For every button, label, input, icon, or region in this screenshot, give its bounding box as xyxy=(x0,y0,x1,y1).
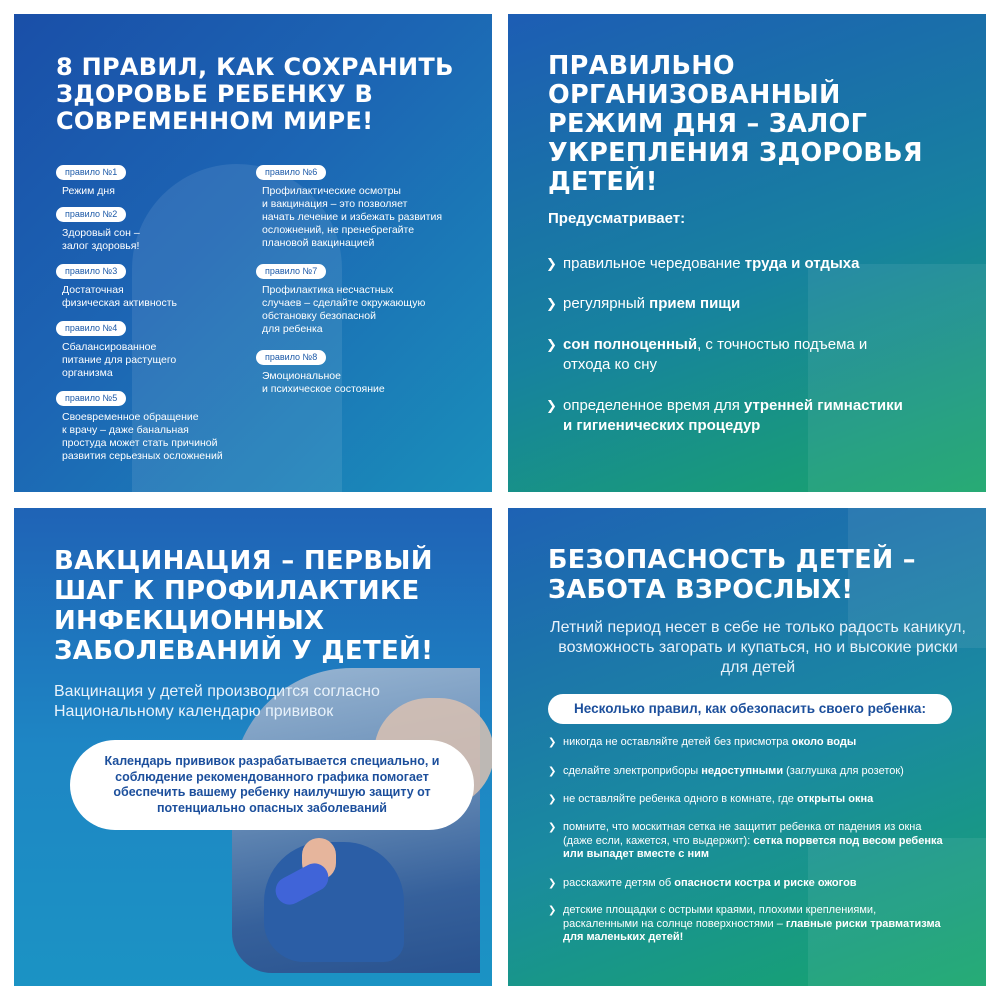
chevron-right-icon: ❯ xyxy=(548,794,557,805)
item-text-bold: недоступными xyxy=(701,765,784,777)
chevron-right-icon: ❯ xyxy=(548,737,557,748)
rule-badge: правило №2 xyxy=(56,207,126,222)
rule-text: Эмоциональное и психическое состояние xyxy=(262,370,385,395)
rule-badge: правило №3 xyxy=(56,264,126,279)
safety-rules-pill: Несколько правил, как обезопасить своего ребенка: xyxy=(548,694,952,724)
panel2-subhead: Предусматривает: xyxy=(548,210,686,227)
item-text-bold: труда и отдыха xyxy=(744,255,860,272)
item-text: помните, что москитная сетка не защитит ребенка от падения из окна (даже если, кажется, что выдержит): xyxy=(563,821,922,847)
item-text: регулярный xyxy=(563,295,650,312)
item-text: (заглушка для розеток) xyxy=(783,765,904,777)
panel1-title: 8 ПРАВИЛ, КАК СОХРАНИТЬ ЗДОРОВЬЕ РЕБЕНКУ В СОВРЕМЕННОМ МИРЕ! xyxy=(56,53,454,135)
item-text: , с точностью подъема и отхода ко сну xyxy=(563,336,868,373)
rule-8 xyxy=(256,347,385,396)
chevron-right-icon: ❯ xyxy=(548,878,557,889)
routine-item-3 xyxy=(546,335,896,375)
item-text: не оставляйте ребенка одного в комнате, где xyxy=(563,793,797,805)
rule-3 xyxy=(56,261,177,310)
item-text: определенное время для xyxy=(563,397,744,414)
panel4-lead: Летний период несет в себе не только радость каникул, возможность загорать и купаться, но и высокие риски для детей xyxy=(550,619,966,676)
item-text: расскажите детям об xyxy=(563,877,675,889)
rule-text: Режим дня xyxy=(62,185,115,197)
rule-5 xyxy=(56,388,223,463)
chevron-right-icon: ❯ xyxy=(548,905,557,916)
safety-item-3 xyxy=(548,793,948,807)
rule-text: Достаточная физическая активность xyxy=(62,284,177,309)
rule-badge: правило №8 xyxy=(256,350,326,365)
item-text-bold: около воды xyxy=(791,736,857,748)
rule-text: Профилактика несчастных случаев – сделайте окружающую обстановку безопасной для ребенка xyxy=(262,284,426,335)
item-text-bold: сон полноценный xyxy=(563,336,698,353)
rule-7 xyxy=(256,261,425,336)
chevron-right-icon: ❯ xyxy=(546,256,557,271)
chevron-right-icon: ❯ xyxy=(548,822,557,833)
chevron-right-icon: ❯ xyxy=(546,398,557,413)
rule-text: Профилактические осмотры и вакцинация – это позволяет начать лечение и избежать развития осложнений, не пренебрегайте плановой вакцинацией xyxy=(262,185,443,249)
rule-2 xyxy=(56,204,140,253)
panel3-lead: Вакцинация у детей производится согласно Национальному календарю прививок xyxy=(54,683,380,720)
calendar-info-pill: Календарь прививок разрабатывается специально, и соблюдение рекомендованного графика помогает обеспечить вашему ребенку наилучшую защиту от потенциально опасных заболеваний xyxy=(70,740,474,830)
item-text: никогда не оставляйте детей без присмотра xyxy=(563,736,792,748)
item-text-bold: опасности костра и риске ожогов xyxy=(674,877,857,889)
chevron-right-icon: ❯ xyxy=(546,296,557,311)
rule-1 xyxy=(56,162,126,198)
rule-badge: правило №6 xyxy=(256,165,326,180)
rule-badge: правило №5 xyxy=(56,391,126,406)
chevron-right-icon: ❯ xyxy=(546,337,557,352)
panel3-title: ВАКЦИНАЦИЯ – ПЕРВЫЙ ШАГ К ПРОФИЛАКТИКЕ ИНФЕКЦИОННЫХ ЗАБОЛЕВАНИЙ У ДЕТЕЙ! xyxy=(54,546,434,667)
panel2-title: ПРАВИЛЬНО ОРГАНИЗОВАННЫЙ РЕЖИМ ДНЯ – ЗАЛОГ УКРЕПЛЕНИЯ ЗДОРОВЬЯ ДЕТЕЙ! xyxy=(548,51,923,198)
chevron-right-icon: ❯ xyxy=(548,766,557,777)
panel-daily-routine xyxy=(508,14,986,492)
routine-item-1 xyxy=(546,254,946,274)
item-text-bold: главные риски травматизма для маленьких детей! xyxy=(563,917,941,943)
rule-6 xyxy=(256,162,442,250)
safety-item-4 xyxy=(548,821,948,862)
rule-badge: правило №4 xyxy=(56,321,126,336)
safety-item-6 xyxy=(548,904,948,945)
item-text-bold: открыты окна xyxy=(796,793,874,805)
rule-4 xyxy=(56,318,176,380)
rule-text: Сбалансированное питание для растущего организма xyxy=(62,341,177,379)
rule-badge: правило №7 xyxy=(256,264,326,279)
panel-child-safety xyxy=(508,508,986,986)
item-text-bold: сетка порвется под весом ребенка или выпадет вместе с ним xyxy=(563,834,943,860)
safety-item-5 xyxy=(548,877,948,891)
item-text-bold: прием пищи xyxy=(649,295,741,312)
item-text: детские площадки с острыми краями, плохими креплениями, раскаленными на солнце поверхностями – xyxy=(563,904,877,930)
panel-eight-rules xyxy=(14,14,492,492)
item-text: правильное чередование xyxy=(563,255,745,272)
rule-badge: правило №1 xyxy=(56,165,126,180)
safety-item-2 xyxy=(548,765,948,779)
safety-item-1 xyxy=(548,736,948,750)
item-text: сделайте электроприборы xyxy=(563,765,702,777)
routine-item-2 xyxy=(546,294,946,314)
panel-vaccination xyxy=(14,508,492,986)
routine-item-4 xyxy=(546,396,906,436)
panel4-title: БЕЗОПАСНОСТЬ ДЕТЕЙ – ЗАБОТА ВЗРОСЛЫХ! xyxy=(548,545,916,605)
rule-text: Здоровый сон – залог здоровья! xyxy=(62,227,140,252)
rule-text: Своевременное обращение к врачу – даже банальная простуда может стать причиной развития серьезных осложнений xyxy=(62,411,223,462)
item-text-bold: утренней гимнастики и гигиенических процедур xyxy=(563,397,903,434)
